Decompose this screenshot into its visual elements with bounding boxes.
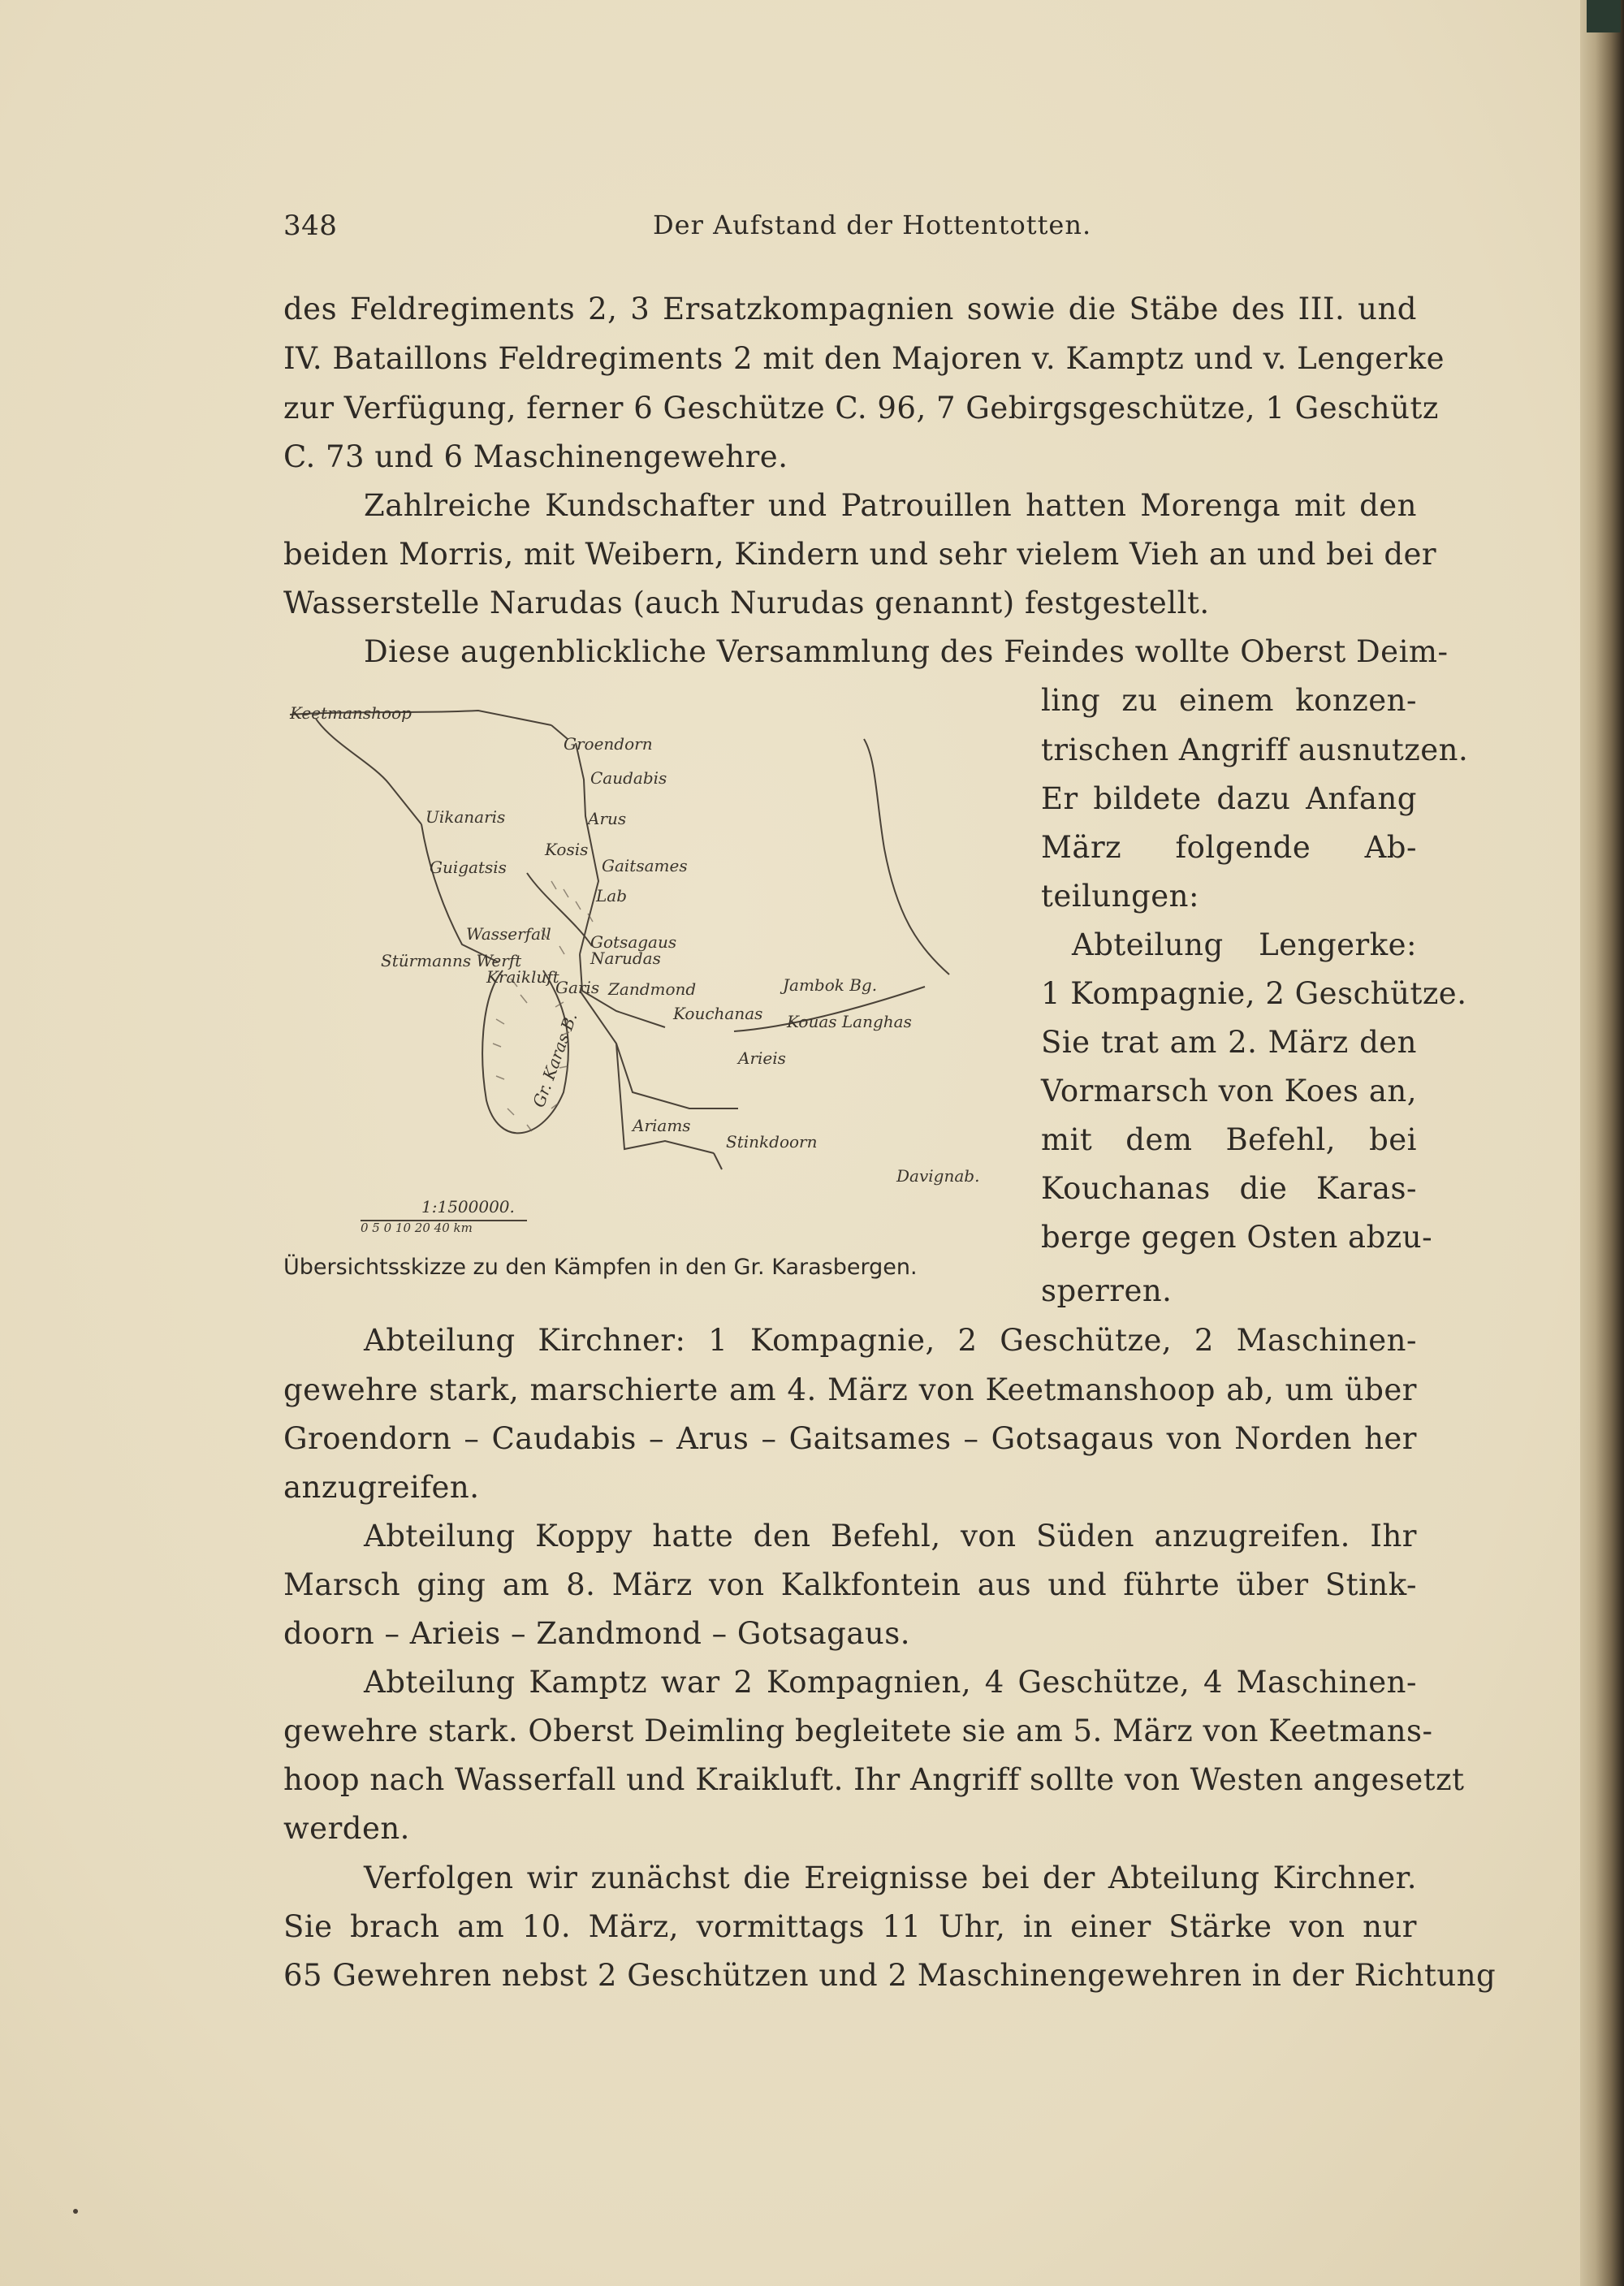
text-line: Diese augenblickliche Versammlung des Feindes wollte Oberst Deim- xyxy=(364,634,1449,669)
ink-speck xyxy=(73,2209,78,2214)
text-line: hoop nach Wasserfall und Kraikluft. Ihr Angriff sollte von Westen angesetzt xyxy=(283,1762,1465,1797)
text-line: doorn – Arieis – Zandmond – Gotsagaus. xyxy=(283,1616,911,1651)
map-sketch xyxy=(283,686,1014,1255)
map-label: Caudabis xyxy=(590,768,667,788)
map-label: Arus xyxy=(588,809,627,828)
map-label: Gr. Karas B. xyxy=(529,1009,581,1110)
text-line: gewehre stark, marschierte am 4. März von Keetmanshoop ab, um über xyxy=(283,1372,1417,1407)
map-label: Garis xyxy=(555,978,600,997)
text-line: gewehre stark. Oberst Deimling begleitete sie am 5. März von Keetmans- xyxy=(283,1713,1433,1748)
map-label: Stinkdoorn xyxy=(726,1132,818,1152)
text-line: Verfolgen wir zunächst die Ereignisse bei der Abteilung Kirchner. xyxy=(364,1860,1417,1895)
text-line: werden. xyxy=(283,1811,410,1846)
text-line: März folgende Ab- xyxy=(1041,830,1417,865)
running-title: Der Aufstand der Hottentotten. xyxy=(653,210,1092,240)
text-line: Wasserstelle Narudas (auch Nurudas genannt) festgestellt. xyxy=(283,586,1210,620)
map-label: Zandmond xyxy=(608,979,697,999)
text-line: mit dem Befehl, bei xyxy=(1041,1122,1417,1157)
text-line: Vormarsch von Koes an, xyxy=(1041,1074,1417,1108)
text-line: IV. Bataillons Feldregiments 2 mit den Majoren v. Kamptz und v. Lengerke xyxy=(283,341,1445,376)
map-label: Arieis xyxy=(738,1048,786,1068)
text-line: berge gegen Osten abzu- xyxy=(1041,1220,1433,1255)
map-label: Kouas Langhas xyxy=(787,1012,912,1031)
text-line: Abteilung Kamptz war 2 Kompagnien, 4 Geschütze, 4 Maschinen- xyxy=(364,1665,1417,1700)
text-line: trischen Angriff ausnutzen. xyxy=(1041,732,1469,767)
map-scale-label: 1:1500000. xyxy=(421,1197,515,1216)
text-line: ling zu einem konzen- xyxy=(1041,683,1417,718)
map-label: Stürmanns Werft xyxy=(381,951,522,970)
map-label: Kouchanas xyxy=(673,1004,763,1023)
text-line: Abteilung Koppy hatte den Befehl, von Süden anzugreifen. Ihr xyxy=(364,1519,1417,1554)
text-line: 65 Gewehren nebst 2 Geschützen und 2 Maschinengewehren in der Richtung xyxy=(283,1958,1497,1993)
map-label: Wasserfall xyxy=(466,924,551,944)
text-line: Marsch ging am 8. März von Kalkfontein aus und führte über Stink- xyxy=(283,1567,1417,1602)
text-line: C. 73 und 6 Maschinengewehre. xyxy=(283,439,788,474)
text-line: anzugreifen. xyxy=(283,1470,480,1505)
text-line: Sie brach am 10. März, vormittags 11 Uhr, in einer Stärke von nur xyxy=(283,1909,1417,1944)
map-label: Narudas xyxy=(590,949,661,968)
text-line: beiden Morris, mit Weibern, Kindern und sehr vielem Vieh an und bei der xyxy=(283,537,1437,572)
book-spine xyxy=(1580,0,1624,2286)
page-header xyxy=(283,210,1420,250)
map-label: Jambok Bg. xyxy=(783,975,878,995)
text-line: Zahlreiche Kundschafter und Patrouillen hatten Morenga mit den xyxy=(364,488,1417,523)
map-label: Ariams xyxy=(633,1116,691,1135)
map-label: Lab xyxy=(596,886,628,905)
map-label: Groendorn xyxy=(564,734,653,754)
map-label: Guigatsis xyxy=(430,858,507,877)
map-label: Keetmanshoop xyxy=(290,703,412,723)
text-line: Abteilung Kirchner: 1 Kompagnie, 2 Geschütze, 2 Maschinen- xyxy=(364,1323,1417,1358)
text-line: Kouchanas die Karas- xyxy=(1041,1171,1417,1206)
text-line: Abteilung Lengerke: xyxy=(1072,927,1417,962)
text-line: teilungen: xyxy=(1041,879,1199,914)
map-label: Gotsagaus xyxy=(590,932,677,952)
map-figure xyxy=(283,686,1014,1295)
text-line: 1 Kompagnie, 2 Geschütze. xyxy=(1041,976,1467,1011)
map-label: Kosis xyxy=(545,840,589,859)
map-label: Gaitsames xyxy=(602,856,688,875)
text-line: Sie trat am 2. März den xyxy=(1041,1025,1417,1060)
text-line: des Feldregiments 2, 3 Ersatzkompagnien sowie die Stäbe des III. und xyxy=(283,292,1417,326)
text-line: zur Verfügung, ferner 6 Geschütze C. 96, 7 Gebirgsgeschütze, 1 Geschütz xyxy=(283,391,1439,426)
map-scale-ticks: 0 5 0 10 20 40 km xyxy=(361,1221,473,1235)
text-line: Groendorn – Caudabis – Arus – Gaitsames – Gotsagaus von Norden her xyxy=(283,1421,1417,1456)
map-label: Uikanaris xyxy=(425,807,506,827)
figure-caption: Übersichtsskizze zu den Kämpfen in den Gr. Karasbergen. xyxy=(283,1255,918,1280)
page-number: 348 xyxy=(283,210,338,242)
map-label: Davignab. xyxy=(896,1166,980,1186)
text-line: Er bildete dazu Anfang xyxy=(1041,781,1417,816)
map-label: Kraikluft xyxy=(486,967,559,987)
spine-tab xyxy=(1587,0,1621,32)
text-line: sperren. xyxy=(1041,1273,1173,1308)
